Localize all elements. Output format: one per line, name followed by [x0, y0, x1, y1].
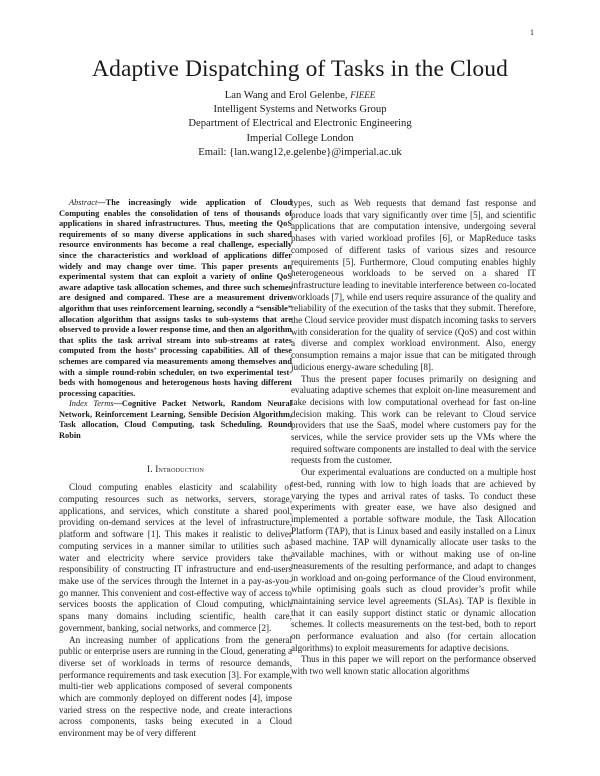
author-institution: Imperial College London	[246, 132, 354, 144]
index-terms-lead: Index Terms	[69, 399, 114, 409]
body-paragraph: Cloud computing enables elasticity and scalability of computing resources such as networks, servers, storage, applications, and services, which constitute a shared pool, providing on-demand services at the level of infrastructure, platform and software [1]. This makes it realistic to deliver computing services in a manner similar to utilities such as water and electricity where service providers take the responsibility of constructing IT infrastructure and end-users make use of the services through the Internet in a pay-as-you-go manner. This convenient and cost-effective way of access to services boosts the application of Cloud computing, which spans many domains including scientific, health care, government, banking, social networks, and commerce [2].	[59, 482, 292, 633]
abstract-lead: Abstract	[69, 198, 98, 207]
right-column	[291, 198, 536, 678]
paper-title: Adaptive Dispatching of Tasks in the Cloud	[92, 56, 508, 82]
index-terms	[59, 399, 292, 441]
author-department: Department of Electrical and Electronic Engineering	[188, 118, 412, 130]
page-number: 1	[530, 28, 534, 37]
author-names: Lan Wang and Erol Gelenbe,	[224, 90, 348, 101]
author-block	[0, 88, 600, 160]
section-title: Introduction	[155, 463, 205, 474]
author-names-line	[0, 88, 600, 103]
body-paragraph: Thus in this paper we will report on the performance observed with two well known static allocation algorithms	[291, 654, 536, 677]
body-paragraph: Thus the present paper focuses primarily on designing and evaluating adaptive schemes that exploit on-line measurement and take decisions with low computational overhead for fast on-line decision making. This work can be relevant to Cloud service providers that use the SaaS, model where customers pay for the services, while the service provider sets up the VMs where the required software components are installed to deal with the service requests from the customer.	[291, 373, 536, 466]
body-paragraph: Our experimental evaluations are conducted on a multiple host test-bed, running with low to high loads that are achieved by varying the types and arrival rates of tasks. To conduct these experiments with greater ease, we have also designed and implemented a portable software module, the Task Allocation Platform (TAP), that is Linux based and easily installed on a Linux based machine. TAP will dynamically allocate user tasks to the available machines, with or without making use of on-line measurements of the resulting performance, and adapt to changes in workload and on-going performance of the Cloud environment, while optimising goals such as cloud provider’s profit while maintaining service level agreements (SLAs). TAP is flexible in that it can easily support distinct static or dynamic allocation schemes. It collects measurements on the test-bed, both to report on performance evaluation and also (for certain allocation algorithms) to exploit measurements for adaptive decisions.	[291, 467, 536, 653]
index-terms-text: —Cognitive Packet Network, Random Neural Network, Reinforcement Learning, Sensible Decision Algorithm, Task allocation, Cloud Computing, task Scheduling, Round Robin	[59, 399, 292, 441]
body-paragraph: types, such as Web requests that demand fast response and produce loads that vary significantly over time [5], and scientific applications that are computation intensive, undergoing several phases with varied workload profiles [6], or MapReduce tasks composed of different tasks of various sizes and resource requirements [5]. Furthermore, Cloud computing enables highly heterogeneous workloads to be served on a shared IT infrastructure leading to inevitable interference between co-located workloads [7], while end users require assurance of the quality and reliability of the execution of the tasks that they submit. Therefore, the Cloud service provider must dispatch incoming tasks to servers with consideration for the quality of service (QoS) and cost within a diverse and complex workload environment. Also, energy consumption remains a major issue that can be mitigated through judicious energy-aware scheduling [8].	[291, 198, 536, 372]
ieee-grade: FIEEE	[350, 90, 376, 100]
section-number: I.	[146, 463, 156, 474]
section-heading	[59, 464, 292, 476]
body-paragraph: An increasing number of applications from the general public or enterprise users are running in the Cloud, generating a diverse set of workloads in terms of resource demands, performance requirements and task execution [3]. For example, multi-tier web applications composed of several components which are commonly deployed on different nodes [4], impose varied stress on the respective node, and create interactions across components, tasks being executed in a Cloud environment may be of very different	[59, 634, 292, 739]
abstract-text: —The increasingly wide application of Cloud Computing enables the consolidation of tens of thousands of applications in shared infrastructures. Thus, meeting the QoS requirements of so many diverse applications in such shared resource environments has become a real challenge, especially since the characteristics and workload of applications differ widely and may change over time. This paper presents an experimental system that can exploit a variety of online QoS aware adaptive task allocation schemes, and three such schemes are designed and compared. These are a measurement driven algorithm that uses reinforcement learning, secondly a “sensible” allocation algorithm that assigns tasks to sub-systems that are observed to provide a lower response time, and then an algorithm that splits the task arrival stream into sub-streams at rates computed from the hosts’ processing capabilities. All of these schemes are compared via measurements among themselves and with a simple round-robin scheduler, on two experimental test-beds with homogenous and heterogenous hosts having different processing capacities.	[59, 198, 292, 398]
author-group: Intelligent Systems and Networks Group	[213, 104, 387, 116]
left-column	[59, 198, 292, 740]
author-email[interactable]: Email: {lan.wang12,e.gelenbe}@imperial.ac.uk	[198, 146, 402, 158]
abstract	[59, 198, 292, 399]
